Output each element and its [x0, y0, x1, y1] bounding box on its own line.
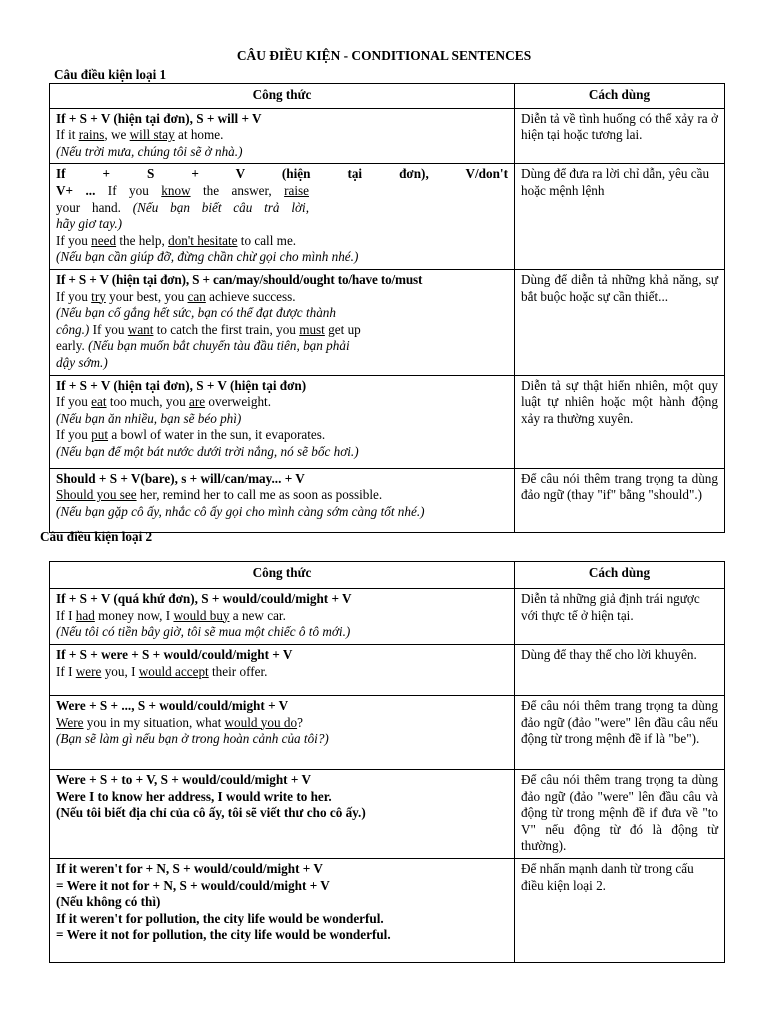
formula-cell	[50, 269, 515, 375]
translation: hãy giơ tay.)	[56, 216, 123, 232]
formula-text: Were + S + to + V, S + would/could/might + V	[56, 772, 311, 787]
example-sentence: Were I to know her address, I would write to her.	[56, 788, 332, 804]
table-row	[50, 375, 725, 468]
formula-text: If + S + V (hiện tại đơn), S + V (hiện tại đơn)	[56, 377, 307, 393]
formula-cell	[50, 858, 515, 962]
usage-cell: Dùng để đưa ra lời chỉ dẫn, yêu cầu hoặc mệnh lệnh	[515, 164, 725, 270]
column-header-formula: Công thức	[50, 84, 515, 109]
table-row	[50, 269, 725, 375]
translation: (Nếu tôi biết địa chỉ của cô ấy, tôi sẽ viết thư cho cô ấy.)	[56, 805, 366, 821]
example-sentence-cont: your hand. (Nếu bạn biết câu trả lời,	[56, 199, 309, 215]
formula-text: If + S + V (quá khứ đơn), S + would/could/might + V	[56, 591, 352, 606]
translation: (Nếu bạn để một bát nước dưới trời nắng, nó sẽ bốc hơi.)	[56, 443, 359, 459]
table-header-row	[50, 84, 725, 109]
example-sentence: If it rains, we will stay at home.	[56, 127, 224, 143]
table-row	[50, 164, 725, 270]
table-row	[50, 589, 725, 645]
example-sentence: Should you see her, remind her to call me as soon as possible.	[56, 487, 383, 503]
section-heading-type2: Câu điều kiện loại 2	[40, 529, 153, 544]
usage-cell: Diễn tả về tình huống có thể xảy ra ở hiện tại hoặc tương lai.	[515, 108, 725, 164]
example-sentence-cont: early. (Nếu bạn muốn bắt chuyến tàu đầu tiên, bạn phải	[56, 338, 350, 354]
translation: (Nếu bạn cần giúp đỡ, đừng chần chừ gọi cho mình nhé.)	[56, 249, 359, 265]
formula-cell	[50, 589, 515, 645]
formula-text-alt: = Were it not for + N, S + would/could/might + V	[56, 877, 330, 893]
table-row	[50, 770, 725, 859]
formula-cell	[50, 164, 515, 270]
translation: (Nếu bạn ăn nhiều, bạn sẽ béo phì)	[56, 410, 242, 426]
formula-text: Should + S + V(bare), s + will/can/may... + V	[56, 470, 305, 486]
example-sentence: If you put a bowl of water in the sun, it evaporates.	[56, 427, 326, 443]
section-heading-type1: Câu điều kiện loại 1	[54, 67, 167, 82]
usage-cell: Để nhấn mạnh danh từ trong cấu điều kiện loại 2.	[515, 858, 725, 962]
example-sentence: công.) If you want to catch the first train, you must get up	[56, 321, 361, 337]
table-row	[50, 858, 725, 962]
example-sentence: If I were you, I would accept their offer.	[56, 663, 268, 679]
table-header-row	[50, 562, 725, 589]
formula-text: Were + S + ..., S + would/could/might + V	[56, 698, 289, 713]
formula-text: If + S + V (hiện tại đơn), S + will + V	[56, 110, 262, 126]
translation: (Nếu trời mưa, chúng tôi sẽ ở nhà.)	[56, 143, 243, 159]
formula-text: If + S + V (hiện tại đơn), V/don't	[56, 166, 508, 182]
translation: (Nếu bạn cố gắng hết sức, bạn có thể đạt được thành	[56, 305, 336, 321]
example-sentence: If you need the help, don't hesitate to call me.	[56, 232, 297, 248]
usage-cell: Để câu nói thêm trang trọng ta dùng đảo ngữ (thay "if" bằng "should".)	[515, 468, 725, 532]
formula-cell	[50, 108, 515, 164]
formula-text: If it weren't for + N, S + would/could/might + V	[56, 860, 323, 876]
translation: dậy sớm.)	[56, 354, 108, 370]
formula-cell	[50, 770, 515, 859]
formula-cell	[50, 696, 515, 770]
example-sentence: If you eat too much, you are overweight.	[56, 394, 271, 410]
formula-text: If + S + were + S + would/could/might + V	[56, 647, 293, 662]
formula-cell	[50, 468, 515, 532]
column-header-formula: Công thức	[50, 562, 515, 589]
formula-cell	[50, 645, 515, 696]
table-row	[50, 108, 725, 164]
usage-cell: Dùng để thay thế cho lời khuyên.	[515, 645, 725, 696]
example-sentence: If I had money now, I would buy a new car.	[56, 607, 286, 623]
usage-cell: Để câu nói thêm trang trọng ta dùng đảo ngữ (đảo "were" lên đầu câu và động từ trong mệnh đề if đưa về "to V" nếu động từ đó là động từ thường).	[515, 770, 725, 859]
table-row	[50, 645, 725, 696]
translation: (Nếu tôi có tiền bây giờ, tôi sẽ mua một chiếc ô tô mới.)	[56, 624, 351, 640]
example-sentence: If you try your best, you can achieve success.	[56, 288, 296, 304]
table-row	[50, 468, 725, 532]
meaning-note: (Nếu không có thì)	[56, 894, 161, 910]
example-sentence: Were you in my situation, what would you do?	[56, 714, 303, 730]
table-row	[50, 696, 725, 770]
document-title: CÂU ĐIỀU KIỆN - CONDITIONAL SENTENCES	[236, 48, 532, 63]
translation: (Bạn sẽ làm gì nếu bạn ở trong hoàn cảnh của tôi?)	[56, 731, 329, 747]
usage-cell: Diễn tả những giả định trái ngược với thực tế ở hiện tại.	[515, 589, 725, 645]
usage-cell: Dùng để diễn tả những khả năng, sự bắt buộc hoặc sự cần thiết...	[515, 269, 725, 375]
table-type1	[49, 83, 725, 533]
example-sentence-alt: = Were it not for pollution, the city life would be wonderful.	[56, 927, 391, 943]
translation: (Nếu bạn gặp cô ấy, nhắc cô ấy gọi cho mình càng sớm càng tốt nhé.)	[56, 503, 425, 519]
formula-text: If + S + V (hiện tại đơn), S + can/may/should/ought to/have to/must	[56, 271, 423, 287]
column-header-usage: Cách dùng	[515, 84, 725, 109]
example-sentence: If it weren't for pollution, the city life would be wonderful.	[56, 910, 384, 926]
column-header-usage: Cách dùng	[515, 562, 725, 589]
table-type2	[49, 561, 725, 963]
formula-cell	[50, 375, 515, 468]
usage-cell: Để câu nói thêm trang trọng ta dùng đảo ngữ (đảo "were" lên đầu câu nếu động từ trong mệnh đề if là "be").	[515, 696, 725, 770]
usage-cell: Diễn tả sự thật hiển nhiên, một quy luật tự nhiên hoặc một hành động xảy ra thường xuyên.	[515, 375, 725, 468]
example-sentence: V+ ... If you know the answer, raise	[56, 182, 309, 198]
